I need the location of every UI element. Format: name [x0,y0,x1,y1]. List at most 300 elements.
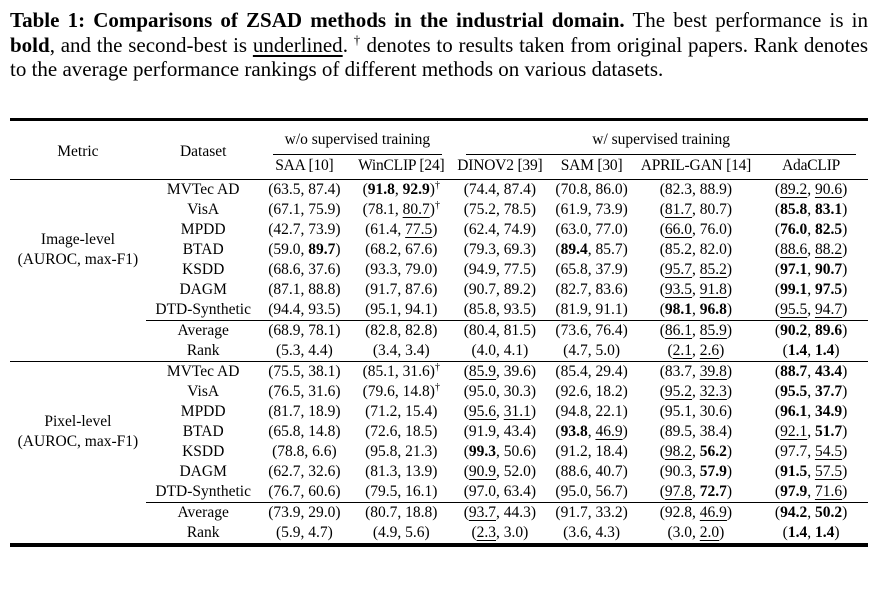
value: 86.0 [595,180,623,198]
value-cell: (70.8, 86.0) [555,180,628,198]
value: 81.9 [560,300,588,318]
value-cell: (85.4, 29.4) [545,361,637,382]
value-cell: (91.7, 33.2) [545,502,637,523]
best-value: 72.7 [699,482,727,500]
value: 90.3 [664,462,693,480]
value-cell: (91.8, 92.9)† [362,179,440,198]
second-best-value: 85.9 [468,362,496,380]
value: 18.8 [405,503,433,521]
value: 91.9 [468,422,496,440]
value-cell: (97.8, 72.7) [659,482,733,500]
col-header-metric: Metric [10,119,146,179]
second-best-value: 46.9 [699,503,727,521]
best-value: 90.2 [780,321,808,339]
value-cell: (65.8, 14.8) [268,422,341,440]
value-cell: (97.0, 63.4) [463,482,537,500]
value-cell: (73.9, 29.0) [261,502,349,523]
value: 81.5 [503,321,531,339]
value: 65.8 [273,422,301,440]
value-cell: (95.8, 21.3) [365,442,438,460]
second-best-value: 2.3 [476,523,496,541]
second-best-value: 98.2 [664,442,693,460]
second-best-value: 46.9 [595,422,623,440]
value-cell: (95.5, 94.7) [774,300,848,318]
value: 83.6 [595,280,623,298]
value: 82.8 [405,321,433,339]
value-cell: (82.7, 83.6) [555,280,628,298]
second-best-value: 97.8 [664,482,693,500]
value-cell: (68.9, 78.1) [261,320,349,341]
value-cell: (81.9, 91.1) [555,300,628,318]
dataset-label: DTD-Synthetic [155,300,251,318]
value: 95.8 [370,442,398,460]
value: 18.4 [595,442,623,460]
best-value: 1.4 [814,523,835,541]
dataset-label: KSDD [182,442,225,460]
value-cell: (95.6, 31.1) [463,402,537,420]
value: 80.7 [699,200,727,218]
value: 16.1 [405,482,433,500]
value: 77.5 [503,260,531,278]
value: 92.8 [664,503,693,521]
value-cell: (82.3, 88.9) [659,180,733,198]
summary-label: Rank [186,523,220,541]
value-cell: (80.4, 81.5) [454,320,545,341]
value: 60.6 [308,482,336,500]
value: 81.3 [370,462,398,480]
best-value: 57.9 [699,462,727,480]
value: 88.8 [308,280,336,298]
table-header [10,119,868,179]
metric-label: Pixel-level (AUROC, max-F1) [10,361,146,502]
value: 62.4 [468,220,496,238]
value: 91.2 [560,442,588,460]
value-cell: (96.1, 34.9) [774,402,848,420]
value: 56.7 [595,482,623,500]
value-cell: (1.4, 1.4) [782,341,840,359]
value: 61.4 [370,220,398,238]
summary-label: Average [146,320,261,341]
value-cell: (4.0, 4.1) [471,341,529,359]
value: 72.6 [370,422,398,440]
value-cell: (99.1, 97.5) [774,280,848,298]
value-cell: (93.5, 91.8) [659,280,733,298]
value-cell: (90.2, 89.6) [754,320,868,341]
value-cell: (90.3, 57.9) [659,462,733,480]
value: 30.6 [699,402,727,420]
value: 3.0 [672,523,693,541]
value: 82.3 [664,180,693,198]
col-header-winclip: WinCLIP [24] [348,155,454,180]
value-cell: (95.0, 56.7) [555,482,628,500]
value: 75.2 [468,200,496,218]
value: 90.7 [468,280,496,298]
value-cell: (88.7, 43.4) [754,361,868,382]
value: 88.9 [699,180,727,198]
value-cell: (3.4, 3.4) [372,341,430,359]
value: 82.8 [370,321,398,339]
value-cell: (94.9, 77.5) [463,260,537,278]
value: 80.4 [468,321,496,339]
best-value: 99.1 [780,280,808,298]
value-cell: (67.1, 75.9) [268,200,341,218]
second-best-value: 71.6 [814,482,843,500]
metric-spacer [10,502,146,545]
value: 87.1 [273,280,301,298]
second-best-value: 95.2 [664,382,693,400]
value: 18.2 [595,382,623,400]
dagger-symbol: † [434,199,440,211]
caption-text: The best performance is in [624,8,868,32]
dataset-label: MVTec AD [166,180,240,198]
value-cell: (83.7, 39.8) [638,361,754,382]
value-cell: (4.7, 5.0) [563,341,620,359]
value-cell: (85.1, 31.6)† [348,361,454,382]
best-value: 88.7 [780,362,808,380]
dataset-label: MVTec AD [146,361,261,382]
value-cell: (97.1, 90.7) [774,260,848,278]
value: 68.6 [273,260,301,278]
value: 93.5 [308,300,336,318]
dataset-label: VisA [187,200,220,218]
caption-text: . [342,32,354,57]
col-header-april-gan: APRIL-GAN [14] [638,155,754,180]
value-cell: (87.1, 88.8) [268,280,341,298]
dataset-label: VisA [187,382,220,400]
value: 85.7 [595,240,623,258]
value: 62.7 [273,462,301,480]
value: 5.3 [281,341,301,359]
value-cell: (79.5, 16.1) [365,482,438,500]
col-header-dinov2: DINOV2 [39] [454,155,545,180]
value: 70.8 [560,180,588,198]
best-value: 1.4 [787,341,808,359]
value: 73.9 [273,503,301,521]
dataset-label: MPDD [180,220,226,238]
value: 68.2 [370,240,398,258]
value: 63.4 [503,482,531,500]
value-cell: (78.8, 6.6) [272,442,337,460]
value: 85.4 [560,362,588,380]
value-cell: (82.8, 82.8) [348,320,454,341]
value-cell: (91.2, 18.4) [555,442,628,460]
value: 77.0 [595,220,623,238]
second-best-value: 94.7 [814,300,843,318]
dataset-label: MPDD [180,402,226,420]
value-cell: (81.7, 18.9) [268,402,341,420]
second-best-value: 77.5 [405,220,433,238]
second-best-value: 95.6 [468,402,496,420]
best-value: 83.1 [814,200,843,218]
value-cell: (91.7, 87.6) [365,280,438,298]
value-cell: (85.8, 83.1) [774,200,848,218]
second-best-value: 80.7 [402,200,430,218]
value: 79.0 [405,260,433,278]
value: 89.2 [503,280,531,298]
value: 3.4 [405,341,425,359]
value: 29.0 [308,503,336,521]
second-best-value: 93.5 [664,280,693,298]
best-value: 92.9 [402,180,430,198]
value-cell: (1.4, 1.4) [782,523,840,541]
value: 83.7 [664,362,693,380]
value: 73.9 [308,220,336,238]
value-cell: (95.7, 85.2) [659,260,733,278]
value: 74.4 [468,180,496,198]
value: 68.9 [273,321,301,339]
value-cell: (79.6, 14.8)† [362,381,440,400]
second-best-value: 92.1 [780,422,808,440]
value: 13.9 [405,462,433,480]
header-group-row [10,119,868,155]
value: 97.7 [780,442,808,460]
value: 14.8 [402,382,430,400]
value: 87.4 [308,180,336,198]
second-best-value: 90.6 [814,180,843,198]
value: 4.1 [503,341,524,359]
value: 78.1 [367,200,395,218]
best-value: 43.4 [814,362,843,380]
value-cell: (85.9, 39.6) [454,361,545,382]
value: 15.4 [405,402,433,420]
second-best-value: 89.2 [780,180,808,198]
value-cell: (71.2, 15.4) [365,402,438,420]
value: 38.1 [308,362,336,380]
summary-label: Rank [186,341,220,359]
value: 59.0 [273,240,301,258]
value: 38.4 [699,422,727,440]
value: 95.0 [468,382,496,400]
best-value: 1.4 [814,341,835,359]
value: 37.9 [595,260,623,278]
value-cell: (89.4, 85.7) [555,240,628,258]
value-cell: (2.1, 2.6) [667,341,725,359]
dagger-symbol: † [353,31,361,47]
value-cell: (88.6, 40.7) [555,462,628,480]
value: 91.7 [370,280,398,298]
value: 80.7 [370,503,398,521]
value-cell: (97.9, 71.6) [774,482,848,500]
dataset-label: DAGM [179,280,227,298]
table-caption [10,8,868,82]
value: 73.6 [560,321,588,339]
best-value: 91.8 [367,180,395,198]
second-best-value: 86.1 [664,321,693,339]
value-cell: (3.6, 4.3) [563,523,620,541]
results-tbody [10,179,868,545]
group-header-wo-supervised: w/o supervised training [261,119,455,155]
best-value: 56.2 [699,442,727,460]
value: 4.0 [476,341,496,359]
value-cell: (90.9, 52.0) [463,462,537,480]
value: 3.4 [378,341,398,359]
value-cell: (86.1, 85.9) [638,320,754,341]
value: 75.5 [273,362,301,380]
value-cell: (74.4, 87.4) [463,180,537,198]
second-best-value: 93.7 [468,503,496,521]
col-header-adaclip: AdaCLIP [754,155,868,180]
value-cell: (91.9, 43.4) [463,422,537,440]
value: 14.8 [308,422,336,440]
value: 93.3 [370,260,398,278]
value: 78.8 [277,442,305,460]
caption-bold-word: bold [10,32,50,57]
value: 5.9 [281,523,301,541]
value: 73.9 [595,200,623,218]
metric-spacer [10,320,146,361]
value-cell: (85.2, 82.0) [659,240,733,258]
best-value: 98.1 [664,300,693,318]
value: 85.2 [664,240,693,258]
value: 81.7 [273,402,301,420]
value-cell: (85.8, 93.5) [463,300,537,318]
value: 89.5 [664,422,693,440]
second-best-value: 2.0 [699,523,720,541]
value-cell: (63.0, 77.0) [555,220,628,238]
best-value: 90.7 [814,260,843,278]
best-value: 1.4 [787,523,808,541]
value: 18.9 [308,402,336,420]
second-best-value: 88.2 [814,240,843,258]
best-value: 82.5 [814,220,843,238]
value: 79.6 [367,382,395,400]
second-best-value: 2.6 [699,341,720,359]
value-cell: (5.3, 4.4) [275,341,333,359]
second-best-value: 81.7 [664,200,693,218]
value: 71.2 [370,402,398,420]
value-cell: (94.4, 93.5) [268,300,341,318]
value: 40.7 [595,462,623,480]
value-cell: (5.9, 4.7) [275,523,333,541]
value: 32.6 [308,462,336,480]
best-value: 76.0 [780,220,808,238]
group-header-w-supervised: w/ supervised training [454,119,868,155]
value-cell: (68.6, 37.6) [268,260,341,278]
value: 95.1 [370,300,398,318]
second-best-value: 95.7 [664,260,693,278]
value-cell: (93.7, 44.3) [454,502,545,523]
value: 95.1 [664,402,693,420]
dataset-label: DAGM [179,462,227,480]
value: 97.0 [468,482,496,500]
value: 91.1 [595,300,623,318]
value-cell: (81.3, 13.9) [365,462,438,480]
second-best-value: 2.1 [672,341,693,359]
summary-label: Average [146,502,261,523]
value-cell: (72.6, 18.5) [365,422,438,440]
value-cell: (63.5, 87.4) [268,180,341,198]
second-best-value: 90.9 [468,462,496,480]
value: 94.8 [560,402,588,420]
value: 44.3 [503,503,531,521]
value-cell: (92.8, 46.9) [638,502,754,523]
results-table [10,118,868,547]
second-best-value: 91.8 [699,280,727,298]
second-best-value: 88.6 [780,240,808,258]
value: 78.1 [308,321,336,339]
value-cell: (2.3, 3.0) [471,523,529,541]
value-cell: (66.0, 76.0) [659,220,733,238]
value: 88.6 [560,462,588,480]
value: 33.2 [595,503,623,521]
value: 4.7 [308,523,328,541]
value-cell: (81.7, 80.7) [659,200,733,218]
value: 5.0 [595,341,615,359]
best-value: 51.7 [814,422,843,440]
value-cell: (79.3, 69.3) [463,240,537,258]
second-best-value: 39.8 [699,362,727,380]
value: 94.4 [273,300,301,318]
value: 69.3 [503,240,531,258]
value: 94.1 [405,300,433,318]
dataset-label: KSDD [182,260,225,278]
best-value: 89.7 [308,240,336,258]
value: 37.6 [308,260,336,278]
value: 92.6 [560,382,588,400]
best-value: 97.1 [780,260,808,278]
value-cell: (59.0, 89.7) [268,240,341,258]
value-cell: (94.8, 22.1) [555,402,628,420]
value-cell: (90.7, 89.2) [463,280,537,298]
value: 76.4 [595,321,623,339]
value-cell: (80.7, 18.8) [348,502,454,523]
table-row [10,361,868,382]
value: 75.9 [308,200,336,218]
best-value: 97.5 [814,280,843,298]
value: 91.7 [560,503,588,521]
best-value: 89.4 [560,240,588,258]
value: 87.6 [405,280,433,298]
value: 79.3 [468,240,496,258]
value-cell: (73.6, 76.4) [545,320,637,341]
second-best-value: 32.3 [699,382,727,400]
dataset-label: BTAD [182,240,224,258]
value-cell: (95.1, 30.6) [659,402,733,420]
value: 94.9 [468,260,496,278]
value: 52.0 [503,462,531,480]
caption-text: , and the second-best is [49,32,253,57]
value: 63.5 [273,180,301,198]
value-cell: (95.5, 37.7) [774,382,848,400]
value-cell: (94.2, 50.2) [754,502,868,523]
value: 4.4 [308,341,328,359]
second-best-value: 54.5 [814,442,843,460]
value: 76.0 [699,220,727,238]
value: 63.0 [560,220,588,238]
value-cell: (95.2, 32.3) [659,382,733,400]
value-cell: (3.0, 2.0) [667,523,725,541]
value: 5.6 [405,523,425,541]
second-best-value: 31.1 [503,402,531,420]
caption-text: denotes to results taken from original papers. Rank denotes to the average performance rankings of different methods on various datasets. [10,32,869,81]
value: 67.1 [273,200,301,218]
value-cell: (88.6, 88.2) [774,240,848,258]
dataset-label: BTAD [182,422,224,440]
value-cell: (61.9, 73.9) [555,200,628,218]
value-cell: (95.1, 94.1) [365,300,438,318]
second-best-value: 85.2 [699,260,727,278]
value: 31.6 [402,362,430,380]
value: 3.0 [503,523,524,541]
value-cell: (93.3, 79.0) [365,260,438,278]
value: 18.5 [405,422,433,440]
dagger-symbol: † [434,361,440,373]
summary-row [10,320,868,341]
best-value: 96.8 [699,300,727,318]
value-cell: (95.0, 30.3) [463,382,537,400]
caption-underline-word: underlined [252,32,343,57]
value-cell: (76.5, 31.6) [268,382,341,400]
